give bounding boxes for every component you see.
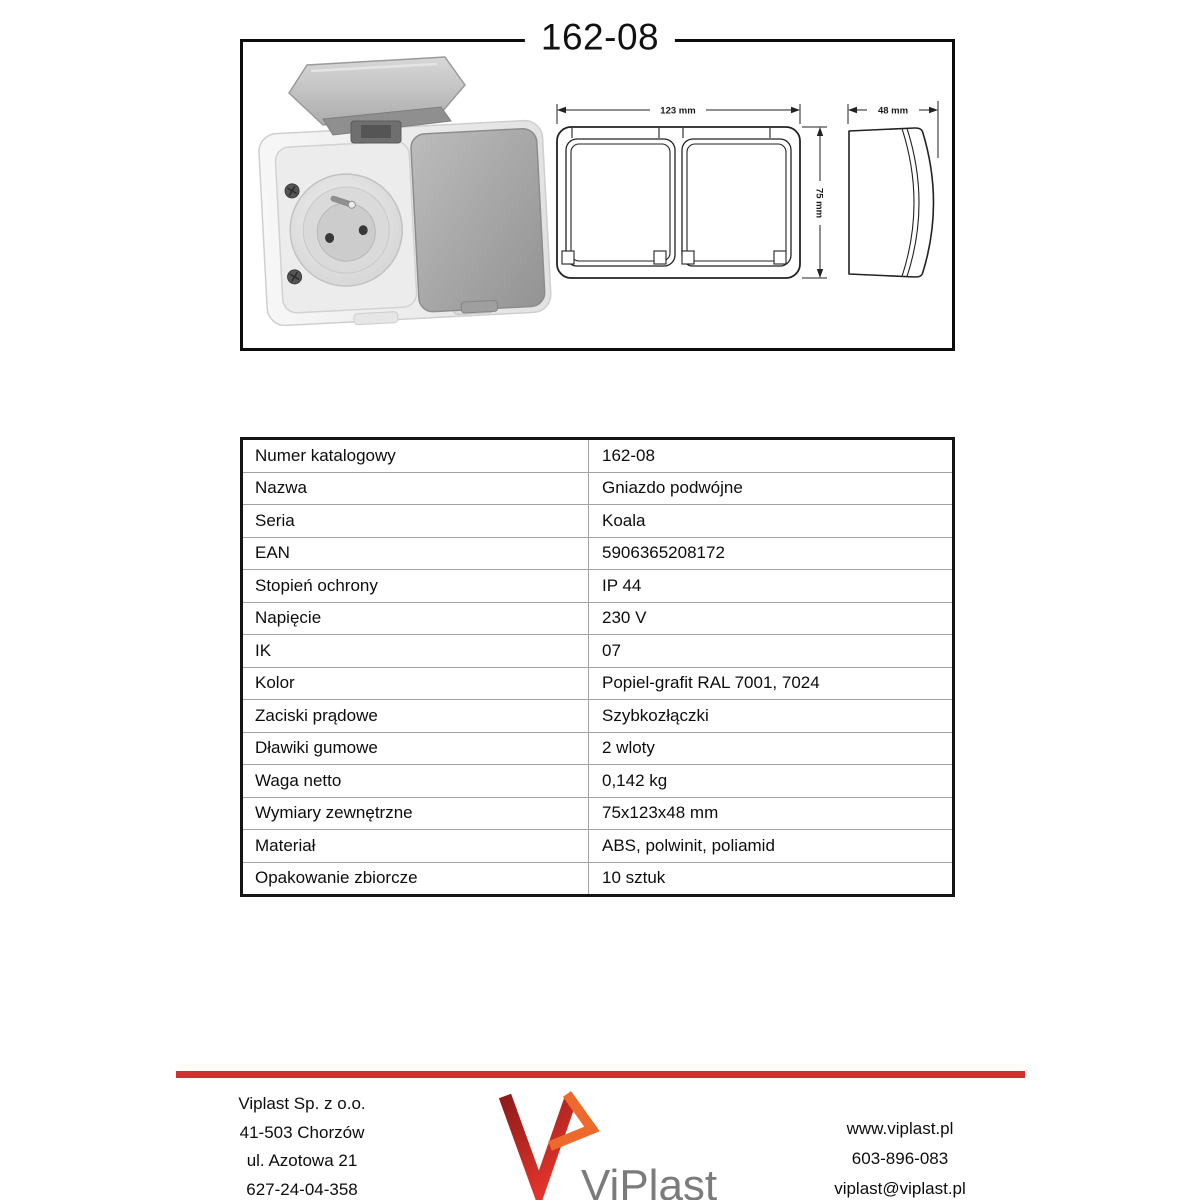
spec-row — [242, 700, 954, 733]
spec-row — [242, 439, 954, 473]
spec-label: Stopień ochrony — [242, 570, 589, 603]
spec-table-body — [242, 439, 954, 896]
spec-value: 0,142 kg — [589, 765, 954, 798]
spec-label: Zaciski prądowe — [242, 700, 589, 733]
spec-label: Dławiki gumowe — [242, 732, 589, 765]
height-label: 75 mm — [813, 187, 825, 219]
spec-row — [242, 505, 954, 538]
spec-label: EAN — [242, 537, 589, 570]
spec-label: Waga netto — [242, 765, 589, 798]
spec-label: Seria — [242, 505, 589, 538]
spec-row — [242, 797, 954, 830]
width-dimension — [557, 104, 800, 124]
product-photo — [249, 55, 561, 353]
spec-value: 5906365208172 — [589, 537, 954, 570]
spec-table — [240, 437, 955, 897]
spec-value: 2 wloty — [589, 732, 954, 765]
spec-value: 07 — [589, 635, 954, 668]
spec-value: 10 sztuk — [589, 862, 954, 896]
address-line: Viplast Sp. z o.o. — [238, 1094, 366, 1113]
address-line: 627-24-04-358 — [246, 1179, 358, 1199]
spec-label: Numer katalogowy — [242, 439, 589, 473]
company-contact — [785, 1114, 1015, 1200]
spec-value: 230 V — [589, 602, 954, 635]
spec-label: Kolor — [242, 667, 589, 700]
viplast-logo — [493, 1086, 723, 1200]
spec-row — [242, 537, 954, 570]
spec-value: IP 44 — [589, 570, 954, 603]
spec-row — [242, 472, 954, 505]
screw — [285, 184, 300, 199]
spec-value: Koala — [589, 505, 954, 538]
logo-orange-v-icon — [550, 1094, 592, 1146]
contact-line: viplast@viplast.pl — [834, 1179, 966, 1198]
spec-label: Materiał — [242, 830, 589, 863]
spec-label: Napięcie — [242, 602, 589, 635]
spec-row — [242, 635, 954, 668]
footer-divider — [176, 1071, 1025, 1078]
spec-label: Opakowanie zbiorcze — [242, 862, 589, 896]
height-dimension — [802, 127, 827, 278]
spec-row — [242, 570, 954, 603]
spec-value: 162-08 — [589, 439, 954, 473]
address-line: 41-503 Chorzów — [239, 1122, 365, 1142]
spec-label: Nazwa — [242, 472, 589, 505]
width-label: 123 mm — [660, 105, 696, 117]
screw — [287, 269, 302, 284]
dimension-drawing — [545, 95, 950, 290]
spec-row — [242, 862, 954, 896]
depth-label: 48 mm — [877, 105, 909, 117]
spec-label: Wymiary zewnętrzne — [242, 797, 589, 830]
spec-value: Popiel-grafit RAL 7001, 7024 — [589, 667, 954, 700]
product-panel — [240, 39, 955, 351]
spec-row — [242, 732, 954, 765]
address-line: ul. Azotowa 21 — [246, 1151, 358, 1170]
spec-value: 75x123x48 mm — [589, 797, 954, 830]
spec-label: IK — [242, 635, 589, 668]
side-view-outline — [849, 128, 934, 277]
front-view-outline — [557, 127, 800, 278]
spec-value: Szybkozłączki — [589, 700, 954, 733]
spec-row — [242, 765, 954, 798]
closed-lid — [410, 128, 545, 312]
company-address — [187, 1090, 417, 1200]
spec-row — [242, 602, 954, 635]
logo-wordmark: ViPlast — [581, 1161, 718, 1200]
spec-value: ABS, polwinit, poliamid — [589, 830, 954, 863]
spec-row — [242, 667, 954, 700]
contact-line: 603-896-083 — [851, 1149, 949, 1168]
spec-row — [242, 830, 954, 863]
contact-line: www.viplast.pl — [846, 1119, 954, 1138]
socket-body — [258, 120, 552, 330]
spec-value: Gniazdo podwójne — [589, 472, 954, 505]
page-title: 162-08 — [525, 16, 675, 58]
